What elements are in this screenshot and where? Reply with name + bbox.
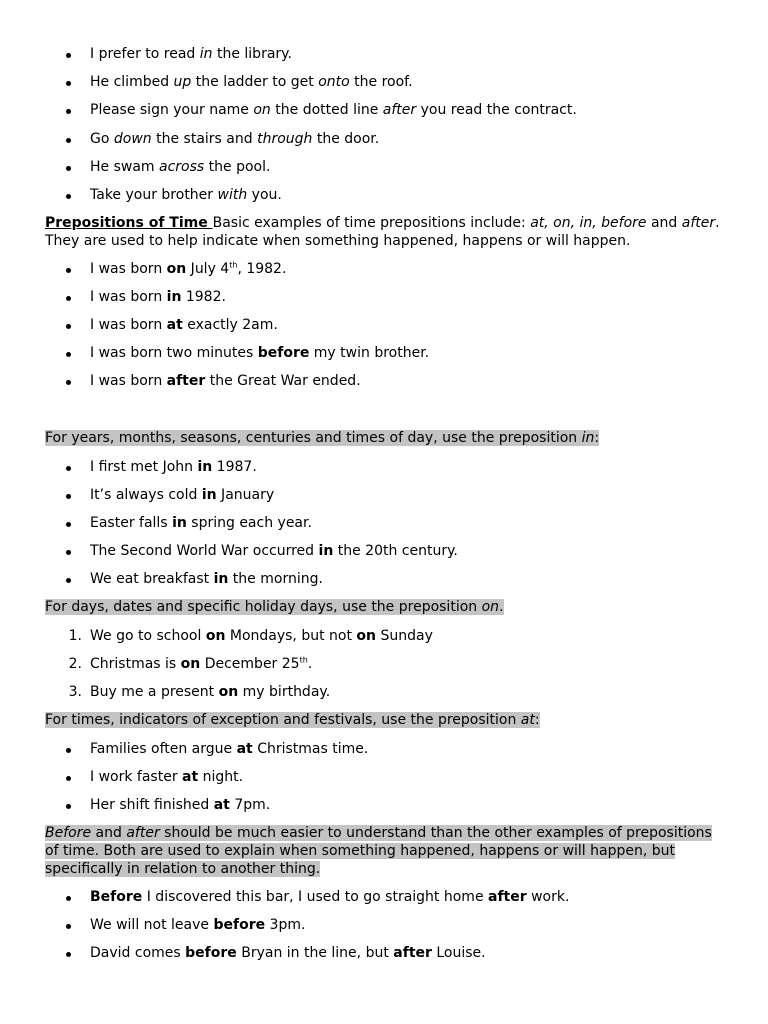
ordinal-suffix: th (229, 260, 238, 270)
time-prepositions-intro (45, 214, 725, 250)
text-run: For days, dates and specific holiday days, use the preposition (45, 599, 482, 615)
list-item-text (90, 72, 413, 92)
text-run: 1982. (181, 289, 226, 306)
text-run: I was born (90, 261, 167, 277)
italic-term: after (681, 215, 716, 231)
list-item-text (90, 259, 286, 279)
italic-term: up (173, 74, 192, 91)
bullet-icon (66, 494, 71, 499)
list-item (0, 100, 720, 120)
list-number: 1. (68, 628, 82, 644)
rule-in (45, 429, 725, 447)
text-run: He swam (90, 158, 160, 175)
bullet-icon (66, 522, 71, 527)
text-run: the 20th century. (333, 543, 458, 560)
text-run: . (307, 656, 313, 673)
list-item (0, 654, 720, 674)
text-run: Take your brother (90, 187, 218, 203)
rule-on (45, 598, 725, 616)
text-run: He climbed (90, 74, 174, 91)
bold-preposition: on (166, 261, 187, 277)
text-run: I work faster (90, 769, 183, 786)
bullet-icon (66, 804, 71, 809)
list-item-text (90, 129, 379, 149)
text-run: I was born (90, 289, 167, 306)
list-item (0, 287, 720, 307)
bullet-icon (66, 748, 71, 753)
ordinal-suffix: th (299, 655, 308, 665)
list-item (0, 915, 720, 935)
list-item (0, 343, 720, 363)
text-run: The Second World War occurred (90, 543, 319, 560)
text-run: my twin brother. (309, 345, 430, 362)
text-run: Please sign your name (90, 102, 254, 119)
list-item-text (90, 682, 330, 702)
bold-preposition: before (257, 345, 310, 362)
bullet-icon (66, 924, 71, 929)
list-item-text (90, 485, 274, 505)
bullet-icon (66, 324, 71, 329)
list-item-text (90, 185, 282, 205)
list-item-text (90, 100, 577, 120)
list-item (0, 485, 720, 505)
italic-term: on (481, 599, 500, 615)
list-item (0, 457, 720, 477)
bold-preposition: in (197, 459, 213, 475)
text-run: spring each year. (186, 515, 312, 532)
italic-term: onto (318, 74, 350, 91)
text-run: the dotted line (270, 102, 383, 119)
text-run: and (91, 825, 127, 841)
text-run: you read the contract. (416, 102, 577, 119)
bullet-icon (66, 550, 71, 555)
text-run: . (499, 599, 504, 615)
list-item (0, 72, 720, 92)
list-item-text (90, 915, 305, 935)
bold-preposition: in (213, 571, 229, 588)
list-item-text (90, 887, 569, 907)
italic-term: Before (45, 825, 92, 841)
text-run: I prefer to read (90, 46, 200, 62)
bullet-icon (66, 109, 71, 114)
list-item (0, 739, 720, 759)
bold-preposition: at (166, 317, 183, 334)
bold-preposition: at (182, 769, 199, 786)
list-item (0, 129, 720, 149)
text-run: 3pm. (265, 917, 306, 934)
italic-term: after (382, 102, 417, 119)
bold-preposition: before (185, 945, 237, 962)
italic-term: at (520, 712, 535, 728)
text-run: should be much easier to understand than the other examples of prepositions of time. Both are used to explain when something happened, happens or will happen, but specifically in relation to another thing. (45, 825, 712, 877)
list-item (0, 371, 720, 391)
list-item-text (90, 287, 226, 307)
text-run: the pool. (204, 158, 271, 175)
section-heading-prepositions-of-time: Prepositions of Time (45, 215, 213, 231)
bold-preposition: in (172, 515, 187, 532)
text-run: Families often argue (90, 741, 237, 757)
text-run: Sunday (376, 628, 433, 644)
italic-term: on (253, 102, 271, 119)
bold-preposition: in (166, 289, 182, 306)
bullet-icon (66, 466, 71, 471)
text-run: Bryan in the line, but (236, 945, 394, 962)
text-run: Christmas is (90, 656, 181, 673)
text-run: Go (90, 130, 114, 147)
rule-at (45, 711, 725, 729)
text-run: 1987. (212, 459, 257, 475)
text-run: I was born (90, 373, 167, 390)
list-item-text (90, 315, 278, 335)
text-run: and (646, 215, 682, 231)
bullet-icon (66, 166, 71, 171)
list-item-text (90, 654, 312, 674)
list-item (0, 157, 720, 177)
text-run: you. (247, 187, 282, 203)
bullet-icon (66, 776, 71, 781)
list-item-text (90, 44, 292, 64)
bullet-icon (66, 138, 71, 143)
list-number: 3. (68, 684, 82, 701)
text-run: For times, indicators of exception and festivals, use the preposition (45, 712, 521, 728)
italic-term: down (113, 130, 152, 147)
list-item-text (90, 569, 323, 589)
text-run: We go to school (90, 628, 206, 644)
italic-term: after (126, 825, 160, 841)
text-run: 7pm. (229, 797, 271, 814)
text-run: the roof. (349, 74, 413, 91)
bullet-icon (66, 896, 71, 901)
list-item (0, 185, 720, 205)
list-item-text (90, 943, 486, 963)
list-item (0, 887, 720, 907)
text-run: Mondays, but not (225, 628, 357, 644)
bold-preposition: on (205, 628, 226, 644)
text-run: I was born (90, 317, 167, 334)
text-run: David comes (90, 945, 186, 962)
italic-term: through (257, 130, 313, 147)
list-item-text (90, 541, 458, 561)
bold-preposition: on (356, 628, 377, 644)
bullet-icon (66, 53, 71, 58)
text-run: It’s always cold (90, 487, 202, 504)
bullet-icon (66, 952, 71, 957)
bullet-icon (66, 296, 71, 301)
italic-term: in (581, 430, 595, 446)
bold-preposition: Before (90, 889, 143, 905)
text-run: I first met John (90, 459, 198, 475)
text-run: I discovered this bar, I used to go straight home (142, 889, 489, 905)
bold-preposition: on (218, 684, 239, 701)
text-run: work. (526, 889, 570, 905)
rule-before-after-text (45, 825, 712, 877)
text-run: the ladder to get (191, 74, 319, 91)
bold-preposition: in (318, 543, 334, 560)
text-run: , 1982. (237, 261, 287, 277)
italic-term: across (159, 158, 205, 175)
list-item (0, 943, 720, 963)
bullet-icon (66, 380, 71, 385)
text-run: the Great War ended. (205, 373, 361, 390)
text-run: We eat breakfast (90, 571, 214, 588)
list-item-text (90, 457, 257, 477)
list-item (0, 44, 720, 64)
list-item-text (90, 739, 368, 759)
text-run: For years, months, seasons, centuries and times of day, use the preposition (45, 430, 582, 446)
list-item-text (90, 767, 243, 787)
list-item-text (90, 513, 312, 533)
list-item (0, 682, 720, 702)
bullet-icon (66, 578, 71, 583)
list-item (0, 569, 720, 589)
text-run: Easter falls (90, 515, 173, 532)
bullet-icon (66, 352, 71, 357)
text-run: the library. (212, 46, 292, 62)
bullet-icon (66, 268, 71, 273)
text-run: January (216, 487, 275, 504)
text-run: Buy me a present (90, 684, 219, 701)
list-item-text (90, 157, 270, 177)
text-run: December 25 (200, 656, 300, 673)
bullet-icon (66, 81, 71, 86)
text-run: the door. (312, 130, 380, 147)
text-run: : (594, 430, 600, 446)
bold-preposition: after (166, 373, 206, 390)
list-item-text (90, 371, 361, 391)
text-run: the stairs and (151, 130, 258, 147)
list-item (0, 626, 720, 646)
text-run: night. (198, 769, 244, 786)
list-item (0, 795, 720, 815)
list-item (0, 541, 720, 561)
bold-preposition: at (213, 797, 230, 814)
italic-term: at, on, in, before (530, 215, 647, 231)
rule-at-text (45, 712, 540, 728)
bold-preposition: at (236, 741, 253, 757)
list-item (0, 767, 720, 787)
italic-term: with (217, 187, 248, 203)
text-run: Christmas time. (252, 741, 369, 757)
list-number: 2. (68, 656, 82, 673)
text-run: exactly 2am. (182, 317, 278, 334)
list-item (0, 315, 720, 335)
rule-before-after (45, 824, 725, 878)
text-run: Basic examples of time prepositions include: (212, 215, 531, 231)
text-run: I was born two minutes (90, 345, 258, 362)
rule-in-text (45, 430, 599, 446)
list-item (0, 513, 720, 533)
bullet-icon (66, 194, 71, 199)
rule-on-text (45, 599, 504, 615)
bold-preposition: in (201, 487, 217, 504)
bold-preposition: after (393, 945, 432, 962)
list-item-text (90, 626, 433, 646)
list-item (0, 259, 720, 279)
bold-preposition: after (488, 889, 527, 905)
text-run: : (534, 712, 540, 728)
bold-preposition: before (213, 917, 266, 934)
text-run: Louise. (431, 945, 486, 962)
text-run: . They are used to help indicate when something happened, happens or will happen. (45, 215, 720, 249)
text-run: Her shift finished (90, 797, 214, 814)
text-run: the morning. (228, 571, 323, 588)
bold-preposition: on (180, 656, 201, 673)
list-item-text (90, 343, 429, 363)
text-run: my birthday. (238, 684, 331, 701)
text-run: We will not leave (90, 917, 214, 934)
text-run: July 4 (186, 261, 230, 277)
list-item-text (90, 795, 270, 815)
italic-term: in (199, 46, 213, 62)
